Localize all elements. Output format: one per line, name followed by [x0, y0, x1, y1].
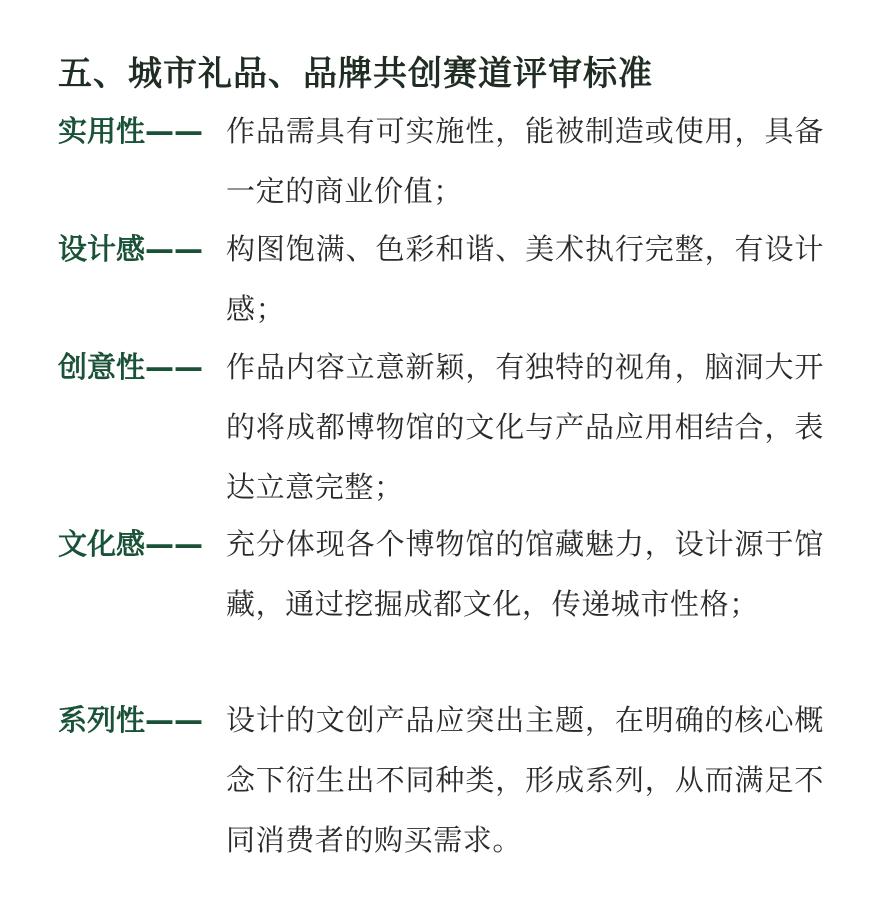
criterion-description: 构图饱满、色彩和谐、美术执行完整，有设计感； — [226, 232, 824, 326]
criterion-dash: —— — [145, 703, 204, 737]
criterion-dash: —— — [145, 232, 204, 266]
criterion-label: 系列性 — [58, 703, 146, 737]
criterion-dash: —— — [145, 527, 204, 561]
criterion-description: 充分体现各个博物馆的馆藏魅力，设计源于馆藏，通过挖掘成都文化，传递城市性格； — [226, 527, 824, 621]
criterion-dash: —— — [145, 114, 204, 148]
criterion-description: 作品需具有可实施性，能被制造或使用，具备一定的商业价值； — [226, 114, 824, 208]
criterion-dash: —— — [145, 350, 204, 384]
criterion-label-group — [58, 514, 203, 574]
criterion-label: 设计感 — [58, 232, 146, 266]
criterion-label-group — [58, 690, 203, 750]
criterion-description: 设计的文创产品应突出主题，在明确的核心概念下衍生出不同种类，形成系列，从而满足不同消费者的购买需求。 — [226, 703, 824, 857]
criterion-label-group — [58, 337, 203, 397]
criterion-label: 文化感 — [58, 527, 146, 561]
page-title: 五、城市礼品、品牌共创赛道评审标准 — [58, 54, 653, 94]
criterion-label-group — [58, 101, 203, 161]
criterion-label-group — [58, 219, 203, 279]
criterion-label: 创意性 — [58, 350, 146, 384]
criterion-description: 作品内容立意新颖，有独特的视角，脑洞大开的将成都博物馆的文化与产品应用相结合，表达立意完整； — [226, 350, 824, 504]
criterion-label: 实用性 — [58, 114, 146, 148]
